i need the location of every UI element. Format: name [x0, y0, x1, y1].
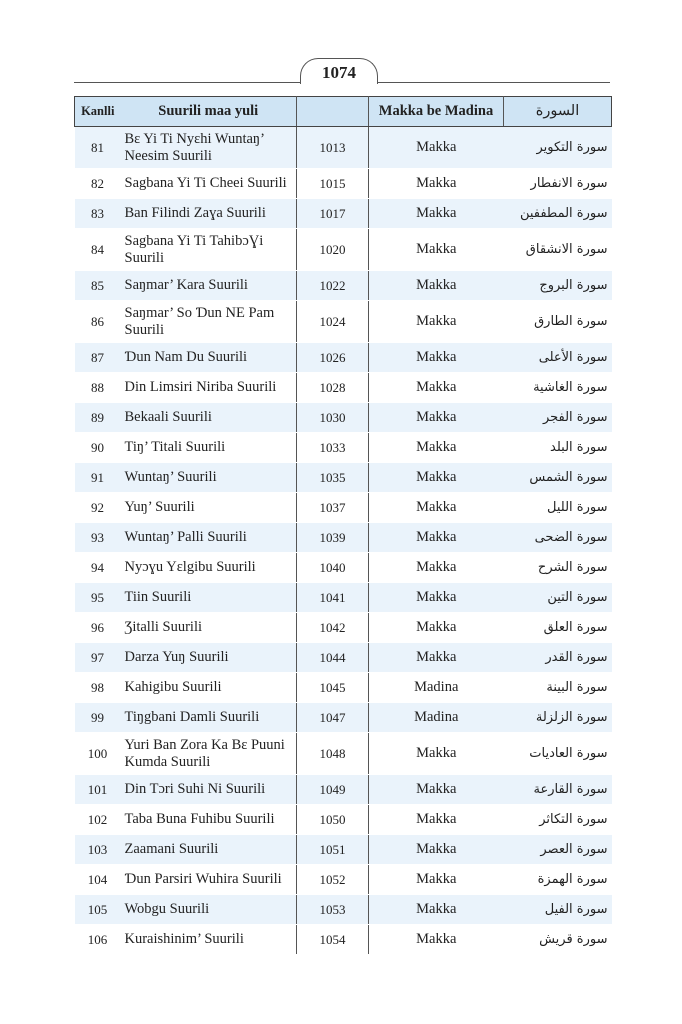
row-page: 1035 — [297, 463, 369, 493]
row-revelation: Makka — [369, 169, 504, 199]
row-arabic-name: سورة قريش — [504, 925, 612, 955]
row-number: 93 — [75, 523, 121, 553]
row-page: 1054 — [297, 925, 369, 955]
row-number: 81 — [75, 127, 121, 169]
row-number: 82 — [75, 169, 121, 199]
row-surah-name: Ɗun Nam Du Suurili — [121, 343, 297, 373]
row-surah-name: Wobgu Suurili — [121, 895, 297, 925]
row-page: 1047 — [297, 703, 369, 733]
row-surah-name: Ban Filindi Zaɣa Suurili — [121, 199, 297, 229]
row-revelation: Makka — [369, 271, 504, 301]
surah-table — [74, 96, 612, 955]
table-row — [75, 433, 612, 463]
table-row — [75, 703, 612, 733]
row-number: 102 — [75, 805, 121, 835]
table-header-row — [75, 97, 612, 127]
row-arabic-name: سورة العلق — [504, 613, 612, 643]
table-row — [75, 301, 612, 343]
row-revelation: Makka — [369, 301, 504, 343]
table-row — [75, 583, 612, 613]
table-row — [75, 199, 612, 229]
table-row — [75, 373, 612, 403]
row-number: 105 — [75, 895, 121, 925]
row-number: 94 — [75, 553, 121, 583]
row-arabic-name: سورة التكاثر — [504, 805, 612, 835]
row-page: 1033 — [297, 433, 369, 463]
row-arabic-name: سورة العاديات — [504, 733, 612, 775]
row-revelation: Makka — [369, 343, 504, 373]
row-revelation: Makka — [369, 733, 504, 775]
row-arabic-name: سورة الطارق — [504, 301, 612, 343]
table-row — [75, 463, 612, 493]
header-revelation: Makka be Madina — [369, 97, 504, 127]
table-row — [75, 127, 612, 169]
row-number: 97 — [75, 643, 121, 673]
row-page: 1022 — [297, 271, 369, 301]
row-arabic-name: سورة الفيل — [504, 895, 612, 925]
row-page: 1049 — [297, 775, 369, 805]
row-page: 1045 — [297, 673, 369, 703]
table-row — [75, 553, 612, 583]
row-arabic-name: سورة الشرح — [504, 553, 612, 583]
row-surah-name: Nyɔɣu Yɛlgibu Suurili — [121, 553, 297, 583]
row-arabic-name: سورة الزلزلة — [504, 703, 612, 733]
row-arabic-name: سورة الانفطار — [504, 169, 612, 199]
row-number: 104 — [75, 865, 121, 895]
row-revelation: Makka — [369, 865, 504, 895]
row-number: 106 — [75, 925, 121, 955]
header-number: Kanlli — [75, 97, 121, 127]
table-row — [75, 229, 612, 271]
row-number: 103 — [75, 835, 121, 865]
row-revelation: Makka — [369, 895, 504, 925]
row-revelation: Makka — [369, 925, 504, 955]
header-arabic: السورة — [504, 97, 612, 127]
row-page: 1020 — [297, 229, 369, 271]
row-page: 1051 — [297, 835, 369, 865]
row-revelation: Makka — [369, 553, 504, 583]
row-page: 1041 — [297, 583, 369, 613]
row-arabic-name: سورة الضحى — [504, 523, 612, 553]
row-surah-name: Wuntaŋ’ Palli Suurili — [121, 523, 297, 553]
row-page: 1013 — [297, 127, 369, 169]
row-arabic-name: سورة الليل — [504, 493, 612, 523]
row-arabic-name: سورة الفجر — [504, 403, 612, 433]
row-surah-name: Din Limsiri Niriba Suurili — [121, 373, 297, 403]
row-surah-name: Kuraishinim’ Suurili — [121, 925, 297, 955]
row-page: 1044 — [297, 643, 369, 673]
row-revelation: Makka — [369, 643, 504, 673]
row-arabic-name: سورة الأعلى — [504, 343, 612, 373]
row-number: 83 — [75, 199, 121, 229]
row-number: 85 — [75, 271, 121, 301]
row-surah-name: Ɗun Parsiri Wuhira Suurili — [121, 865, 297, 895]
row-page: 1028 — [297, 373, 369, 403]
row-revelation: Makka — [369, 523, 504, 553]
row-number: 91 — [75, 463, 121, 493]
row-page: 1052 — [297, 865, 369, 895]
row-surah-name: Yuri Ban Zora Ka Bɛ Puuni Kumda Suurili — [121, 733, 297, 775]
row-page: 1024 — [297, 301, 369, 343]
row-number: 100 — [75, 733, 121, 775]
row-page: 1053 — [297, 895, 369, 925]
row-revelation: Makka — [369, 463, 504, 493]
row-surah-name: Taba Buna Fuhibu Suurili — [121, 805, 297, 835]
row-surah-name: Wuntaŋ’ Suurili — [121, 463, 297, 493]
row-surah-name: Saŋmar’ So Ɗun NE Pam Suurili — [121, 301, 297, 343]
row-number: 89 — [75, 403, 121, 433]
row-number: 86 — [75, 301, 121, 343]
row-surah-name: Kahigibu Suurili — [121, 673, 297, 703]
row-surah-name: Yuŋ’ Suurili — [121, 493, 297, 523]
row-surah-name: Tiŋgbani Damli Suurili — [121, 703, 297, 733]
row-page: 1015 — [297, 169, 369, 199]
row-arabic-name: سورة العصر — [504, 835, 612, 865]
row-page: 1050 — [297, 805, 369, 835]
table-row — [75, 805, 612, 835]
row-revelation: Makka — [369, 199, 504, 229]
row-revelation: Makka — [369, 613, 504, 643]
row-arabic-name: سورة المطففين — [504, 199, 612, 229]
row-revelation: Makka — [369, 583, 504, 613]
row-surah-name: Sagbana Yi Ti TahibɔƔi Suurili — [121, 229, 297, 271]
header-name: Suurili maa yuli — [121, 97, 297, 127]
row-revelation: Makka — [369, 775, 504, 805]
table-row — [75, 493, 612, 523]
table-row — [75, 733, 612, 775]
row-revelation: Makka — [369, 373, 504, 403]
row-number: 96 — [75, 613, 121, 643]
row-arabic-name: سورة الغاشية — [504, 373, 612, 403]
table-row — [75, 403, 612, 433]
row-arabic-name: سورة التين — [504, 583, 612, 613]
row-surah-name: Bɛ Yi Ti Nyɛhi Wuntaŋ’ Neesim Suurili — [121, 127, 297, 169]
row-arabic-name: سورة التكوير — [504, 127, 612, 169]
row-revelation: Makka — [369, 127, 504, 169]
row-arabic-name: سورة القدر — [504, 643, 612, 673]
table-row — [75, 271, 612, 301]
row-page: 1040 — [297, 553, 369, 583]
row-revelation: Madina — [369, 673, 504, 703]
table-row — [75, 673, 612, 703]
row-number: 92 — [75, 493, 121, 523]
table-row — [75, 523, 612, 553]
row-revelation: Madina — [369, 703, 504, 733]
row-arabic-name: سورة البروج — [504, 271, 612, 301]
table-row — [75, 169, 612, 199]
row-surah-name: Tiin Suurili — [121, 583, 297, 613]
row-page: 1042 — [297, 613, 369, 643]
row-surah-name: Bekaali Suurili — [121, 403, 297, 433]
table-row — [75, 895, 612, 925]
row-number: 101 — [75, 775, 121, 805]
row-page: 1048 — [297, 733, 369, 775]
row-revelation: Makka — [369, 229, 504, 271]
row-surah-name: Saŋmar’ Kara Suurili — [121, 271, 297, 301]
table-row — [75, 775, 612, 805]
row-arabic-name: سورة الهمزة — [504, 865, 612, 895]
row-surah-name: Zaamani Suurili — [121, 835, 297, 865]
row-surah-name: Din Tɔri Suhi Ni Suurili — [121, 775, 297, 805]
header-page — [297, 97, 369, 127]
row-number: 98 — [75, 673, 121, 703]
table-row — [75, 835, 612, 865]
row-revelation: Makka — [369, 433, 504, 463]
row-page: 1030 — [297, 403, 369, 433]
table-row — [75, 613, 612, 643]
page-number: 1074 — [300, 58, 378, 84]
row-surah-name: Sagbana Yi Ti Cheei Suurili — [121, 169, 297, 199]
row-surah-name: Tiŋ’ Titali Suurili — [121, 433, 297, 463]
row-revelation: Makka — [369, 403, 504, 433]
table-row — [75, 865, 612, 895]
row-arabic-name: سورة الشمس — [504, 463, 612, 493]
row-number: 87 — [75, 343, 121, 373]
row-number: 99 — [75, 703, 121, 733]
row-number: 88 — [75, 373, 121, 403]
row-page: 1017 — [297, 199, 369, 229]
row-number: 90 — [75, 433, 121, 463]
row-arabic-name: سورة القارعة — [504, 775, 612, 805]
row-revelation: Makka — [369, 835, 504, 865]
row-surah-name: Ʒitalli Suurili — [121, 613, 297, 643]
row-number: 95 — [75, 583, 121, 613]
row-arabic-name: سورة الانشقاق — [504, 229, 612, 271]
row-surah-name: Darza Yuŋ Suurili — [121, 643, 297, 673]
table-row — [75, 925, 612, 955]
row-page: 1039 — [297, 523, 369, 553]
row-revelation: Makka — [369, 493, 504, 523]
row-arabic-name: سورة البلد — [504, 433, 612, 463]
row-page: 1037 — [297, 493, 369, 523]
row-revelation: Makka — [369, 805, 504, 835]
row-number: 84 — [75, 229, 121, 271]
table-row — [75, 643, 612, 673]
row-arabic-name: سورة البينة — [504, 673, 612, 703]
row-page: 1026 — [297, 343, 369, 373]
table-row — [75, 343, 612, 373]
